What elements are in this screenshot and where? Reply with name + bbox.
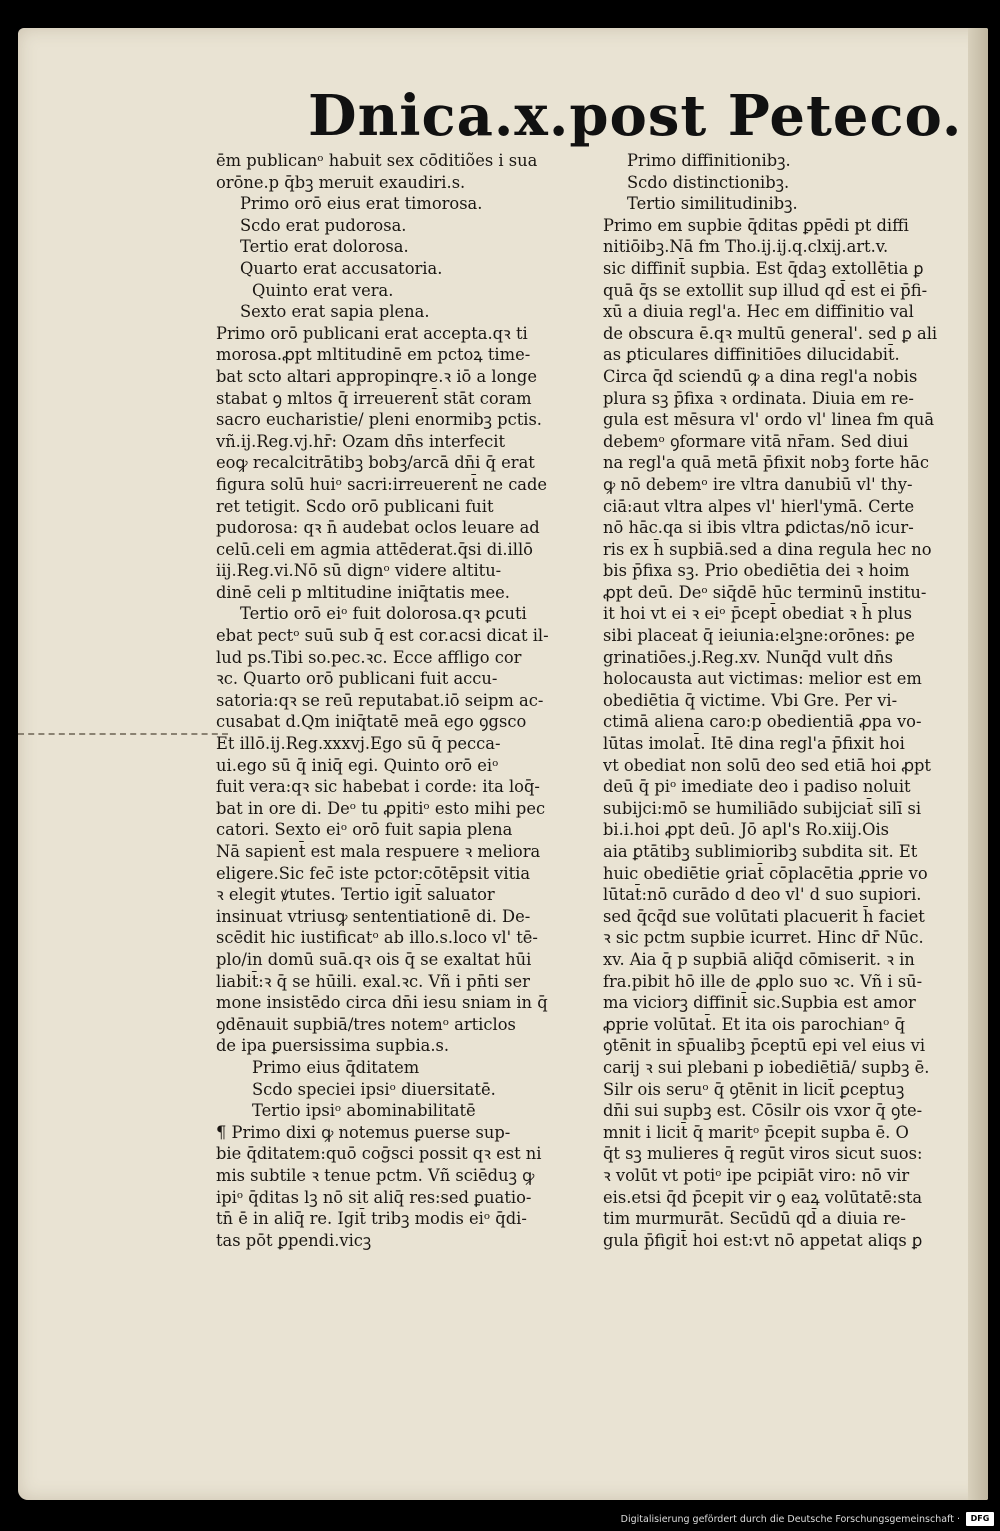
text-line: sed q̄cq̄d sue volūtati placuerit h̄ faciet	[603, 906, 925, 926]
text-line: ma viciorꝫ diffinit̄ sic.Supbia est amor	[603, 993, 916, 1013]
text-line: bi.i.hoi ꝓpt deū. Jō apl's Ro.xiij.Ois	[603, 820, 890, 840]
text-line: bat in ore di. Deᵒ tu ꝓpitiᵒ esto mihi pec	[216, 798, 546, 818]
text-line: ꝛ volūt vt potiᵒ ipe pcipiāt viro: nō vir	[603, 1165, 910, 1185]
text-line: de ipa ꝑuersissima supbia.s.	[216, 1036, 450, 1056]
text-line: mis subtile ꝛ tenue pctm. Vñ sciēduꝫ ꝙ	[216, 1165, 535, 1185]
text-line: Circa q̄d sciendū ꝙ a dina regl'a nobis	[603, 366, 918, 386]
text-line: morosa.ꝓpt mltitudinē em pctoꝝ time-	[216, 345, 531, 365]
text-line: bat scto altari appropinqre.ꝛ iō a longe	[216, 366, 537, 386]
text-line: fra.pibit hō ille de ꝓplo suo ꝛc. Vñ i sū-	[603, 971, 923, 991]
text-line: celū.celi em agmia attēderat.q̄si di.illō	[216, 539, 533, 559]
text-line: deū q̄ piᵒ imediate deo i padiso noluit	[603, 777, 911, 797]
text-line: satoria:qꝛ se reū reputabat.iō seipm ac-	[216, 690, 544, 710]
text-line: eoꝙ recalcitrātibꝫ bobꝫ/arcā dn̄i q̄ erat	[216, 453, 535, 473]
digitization-footer	[0, 1509, 1000, 1531]
text-line: catori. Sexto eiᵒ orō fuit sapia plena	[216, 820, 513, 840]
text-line: stabat ꝯ mltos q̄ irreuerent̄ stāt coram	[216, 388, 532, 408]
text-line: ret tetigit. Scdo orō publicani fuit	[216, 496, 494, 516]
text-line: ciā:aut vltra alpes vl' hierl'ymā. Certe	[603, 496, 915, 516]
text-line: na regl'a quā metā p̄fixit nobꝫ forte hāc	[603, 453, 929, 473]
text-line: Scdo speciei ipsiᵒ diuersitatē.	[252, 1079, 496, 1099]
text-line: gula p̄figit̄ hoi est:vt nō appetat aliqs ꝑ	[603, 1230, 923, 1250]
text-line: pudorosa: qꝛ n̄ audebat oclos leuare ad	[216, 518, 540, 538]
text-line: debemᵒ ꝯformare vitā nr̄am. Sed diui	[603, 431, 909, 451]
text-line: ctimā aliena caro:p obedientiā ꝓpa vo-	[603, 712, 922, 732]
text-line: Sexto erat sapia plena.	[240, 302, 430, 322]
text-line: Tertio ipsiᵒ abominabilitatē	[252, 1101, 476, 1121]
text-line: nitiōibꝫ.Nā fm Tho.ij.ij.q.clxij.art.v.	[603, 237, 889, 257]
text-line: figura solū huiᵒ sacri:irreuerent̄ ne cade	[216, 474, 548, 494]
text-line: Nā sapient̄ est mala respuere ꝛ meliora	[216, 842, 541, 861]
text-line: fuit vera:qꝛ sic habebat i corde: ita loq̄-	[216, 777, 540, 797]
text-line: ꝛc. Quarto orō publicani fuit accu-	[216, 669, 498, 689]
text-line: eis.etsi q̄d p̄cepit vir ꝯ eaꝝ volūtatē:sta	[603, 1187, 923, 1207]
text-line: xv. Aia q̄ p supbiā aliq̄d cōmiserit. ꝛ in	[603, 949, 915, 969]
text-line: huic obediētie ꝯriat̄ cōplacētia ꝓprie vo	[603, 863, 928, 883]
text-line: ꝛ elegit ꝟtutes. Tertio igit̄ saluator	[216, 885, 495, 905]
text-line: gula est mēsura vl' ordo vl' linea fm quā	[603, 410, 935, 430]
text-line: Silr ois seruᵒ q̄ ꝯtēnit in licit̄ ꝑceptuꝫ	[603, 1079, 905, 1099]
text-line: Scdo distinctionibꝫ.	[627, 172, 790, 192]
text-line: ꝯtēnit in sp̄ualibꝫ p̄ceptū epi vel eius vi	[603, 1036, 926, 1056]
text-line: ꝛ sic pctm supbie icurret. Hinc dr̄ Nūc.	[603, 928, 924, 948]
text-line: grinatiōes.j.Reg.xv. Nunq̄d vult dn̄s	[603, 647, 893, 667]
text-line: it hoi vt ei ꝛ eiᵒ p̄cept̄ obediat ꝛ h̄ plus	[603, 604, 912, 624]
text-line: Primo orō publicani erat accepta.qꝛ ti	[216, 323, 528, 343]
text-line: ꝯdēnauit supbiā/tres notemᵒ articlos	[216, 1014, 516, 1034]
right-column	[603, 150, 978, 1251]
text-line: Scdo erat pudorosa.	[240, 215, 407, 235]
text-line: plura sꝫ p̄fixa ꝛ ordinata. Diuia em re-	[603, 388, 914, 408]
text-line: subijci:mō se humiliādo subijciat̄ silī si	[603, 798, 922, 818]
text-line: lūtat̄:nō curādo d deo vl' d suo supiori.	[603, 885, 922, 905]
text-line: ēm publicanᵒ habuit sex cōditiões i sua	[216, 151, 538, 170]
text-line: de obscura ē.qꝛ multū general'. sed ꝑ ali	[603, 323, 938, 343]
text-line: scēdit hic iustificatᵒ ab illo.s.loco vl' tē-	[216, 928, 538, 948]
running-header: Dnica.x.post Peteco.	[308, 83, 963, 149]
text-line: nō hāc.qa si ibis vltra ꝑdictas/nō icur-	[603, 518, 914, 538]
text-line: obediētia q̄ victime. Vbi Gre. Per vi-	[603, 690, 898, 710]
text-line: tas pōt ꝑpendi.vicꝫ	[216, 1230, 372, 1250]
text-line: ꝙ nō debemᵒ ire vltra danubiū vl' thy-	[603, 474, 913, 494]
text-line: plo/in domū suā.qꝛ ois q̄ se exaltat hūi	[216, 949, 532, 969]
text-line: Primo orō eius erat timorosa.	[240, 194, 483, 214]
text-line: orōne.p q̄bꝫ meruit exaudiri.s.	[216, 172, 466, 192]
text-line: quā q̄s se extollit sup illud qd̄ est ei p̄fi-	[603, 280, 928, 300]
text-line: mnit i licit̄ q̄ maritᵒ p̄cepit supba ē. O	[603, 1122, 909, 1142]
text-line: Quinto erat vera.	[252, 280, 394, 300]
text-line: dinē celi p mltitudine iniq̄tatis mee.	[216, 582, 510, 602]
left-column	[216, 150, 598, 1251]
book-page	[18, 28, 988, 1500]
text-line: carij ꝛ sui plebani p iobediētiā/ supbꝫ ē.	[603, 1057, 930, 1077]
text-line: q̄t sꝫ mulieres q̄ regūt viros sicut suos:	[603, 1144, 923, 1164]
text-line: lud ps.Tibi so.pec.ꝛc. Ecce affligo cor	[216, 647, 522, 667]
text-line: Primo em supbie q̄ditas ꝑpēdi pt diffi	[603, 215, 909, 235]
text-line: tim murmurāt. Secūdū qd̄ a diuia re-	[603, 1209, 906, 1229]
text-line: cusabat d.Qm iniq̄tatē meā ego ꝯgsco	[216, 712, 527, 732]
text-line: as ꝑticulares diffinitiōes dilucidabit̄.	[603, 345, 900, 365]
text-line: dn̄i sui supbꝫ est. Cōsilr ois vxor q̄ ꝯte-	[603, 1101, 923, 1121]
text-line: mone insistēdo circa dn̄i iesu sniam in q̄	[216, 993, 548, 1013]
text-line: Tertio similitudinibꝫ.	[627, 194, 798, 214]
text-line: ꝓpt deū. Deᵒ siq̄dē hūc terminū institu-	[603, 582, 927, 602]
text-line: liabit̄:ꝛ q̄ se hūili. exal.ꝛc. Vñ i pn̄ti ser	[216, 971, 530, 991]
text-line: Quarto erat accusatoria.	[240, 258, 443, 278]
text-line: bie q̄ditatem:quō coḡsci possit qꝛ est ni	[216, 1144, 542, 1164]
text-line: ¶ Primo dixi ꝙ notemus ꝑuerse sup-	[216, 1122, 511, 1142]
text-line: sic diffinit̄ supbia. Est q̄daꝫ extollētia ꝑ	[603, 258, 924, 278]
text-line: Tertio erat dolorosa.	[240, 237, 409, 257]
text-line: vt obediat non solū deo sed etiā hoi ꝓpt	[603, 755, 931, 775]
text-line: sacro eucharistie/ pleni enormibꝫ pctis.	[216, 410, 542, 430]
text-line: iij.Reg.vi.Nō sū dignᵒ videre altitu-	[216, 561, 502, 581]
text-line: ebat pectᵒ suū sub q̄ est cor.acsi dicat il-	[216, 626, 549, 646]
text-line: eligere.Sic fec̄ iste pctor:cōtēpsit vitia	[216, 863, 531, 883]
text-line: ris ex h̄ supbiā.sed a dina regula hec no	[603, 539, 932, 559]
text-line: Et illō.ij.Reg.xxxvj.Ego sū q̄ pecca-	[216, 734, 501, 754]
binding-stitch	[18, 733, 228, 735]
text-line: ui.ego sū q̄ iniq̄ egi. Quinto orō eiᵒ	[216, 755, 499, 775]
footer-credit: Digitalisierung gefördert durch die Deutsche Forschungsgemeinschaft ·	[620, 1514, 960, 1525]
text-line: tn̄ ē in aliq̄ re. Igit̄ tribꝫ modis eiᵒ q̄di-	[216, 1209, 527, 1229]
dfg-logo: DFG	[966, 1512, 994, 1526]
text-line: Primo eius q̄ditatem	[252, 1057, 420, 1077]
text-line: ꝓprie volūtat̄. Et ita ois parochianᵒ q̄	[603, 1014, 906, 1034]
text-line: xū a diuia regl'a. Hec em diffinitio val	[603, 302, 914, 322]
text-line: Tertio orō eiᵒ fuit dolorosa.qꝛ ꝑcuti	[240, 604, 527, 624]
text-line: aia ꝑtātibꝫ sublimioribꝫ subdita sit. Et	[603, 842, 918, 861]
text-line: vñ.ij.Reg.vj.hr̄: Ozam dn̄s interfecit	[216, 431, 506, 451]
text-line: lūtas imolat̄. Itē dina regl'a p̄fixit hoi	[603, 734, 905, 754]
text-line: Primo diffinitionibꝫ.	[627, 151, 791, 170]
text-line: holocausta aut victimas: melior est em	[603, 669, 922, 689]
text-line: ipiᵒ q̄ditas lꝫ nō sit aliq̄ res:sed ꝑuatio-	[216, 1187, 532, 1207]
text-line: bis p̄fixa sꝫ. Prio obediētia dei ꝛ hoim	[603, 561, 910, 581]
text-line: sibi placeat q̄ ieiunia:elꝫne:orōnes: ꝑe	[603, 626, 915, 646]
text-line: insinuat vtriusꝙ sententiationē di. De-	[216, 906, 531, 926]
